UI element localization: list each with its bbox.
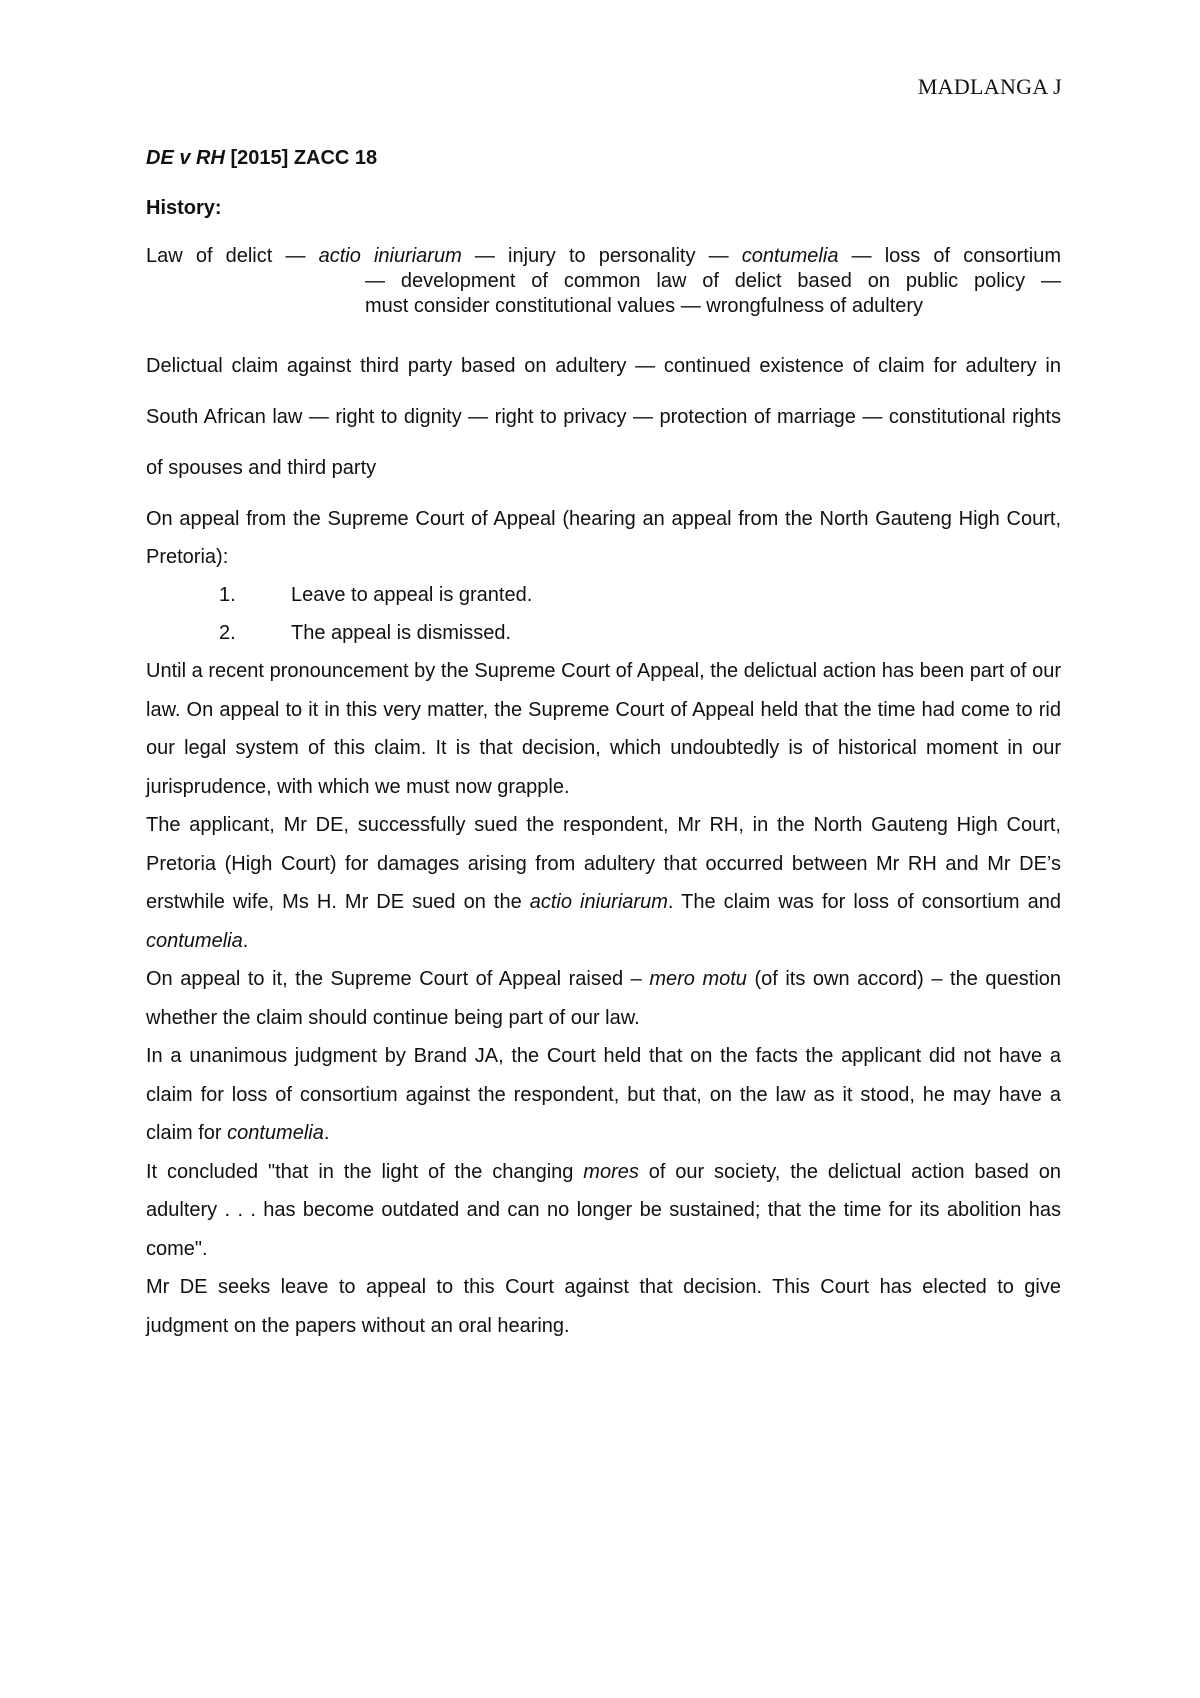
document-body bbox=[146, 143, 1061, 1345]
case-citation bbox=[146, 143, 1061, 173]
paragraph-5 bbox=[146, 1153, 1061, 1269]
judge-header: MADLANGA J bbox=[917, 74, 1062, 99]
para-text: The applicant, Mr DE, successfully sued the respondent, Mr RH, in the North Gauteng High Court, Pretoria (High Court) for damages arising from adultery that occurred between Mr RH and Mr DE’s erstwhile wife, Ms H. Mr DE sued on the bbox=[146, 814, 1061, 913]
para-italic: mores bbox=[583, 1160, 639, 1183]
catchwords-line-1 bbox=[146, 244, 1061, 269]
order-text: Leave to appeal is granted. bbox=[291, 584, 533, 606]
para-text: . The claim was for loss of consortium and bbox=[667, 891, 1061, 913]
catch-text: — loss of consortium bbox=[838, 245, 1062, 267]
order-list bbox=[146, 576, 1061, 652]
order-item bbox=[146, 576, 1061, 614]
para-text: It concluded "that in the light of the changing bbox=[146, 1160, 584, 1183]
para-text: . bbox=[242, 929, 249, 952]
appeal-intro: On appeal from the Supreme Court of Appeal (hearing an appeal from the North Gauteng High Court, Pretoria): bbox=[146, 508, 1061, 568]
paragraph-4 bbox=[146, 1037, 1061, 1153]
paragraph-1: Until a recent pronouncement by the Supreme Court of Appeal, the delictual action has been part of our law. On appeal to it in this very matter, the Supreme Court of Appeal held that the time had come to rid our legal system of this claim. It is that decision, which undoubtedly is of historical moment in our jurisprudence, with which we must now grapple. bbox=[146, 660, 1061, 798]
para-text: On appeal to it, the Supreme Court of Appeal raised – bbox=[146, 968, 650, 990]
order-number: 1. bbox=[219, 584, 236, 606]
history-heading: History: bbox=[146, 197, 222, 219]
catch-text: — injury to personality — bbox=[461, 245, 742, 267]
para-text: In a unanimous judgment by Brand JA, the Court held that on the facts the applicant did not have a claim for loss of consortium against the respondent, but that, on the law as it stood, he may have a claim for bbox=[146, 1045, 1061, 1144]
citation-number: [2015] ZACC 18 bbox=[224, 147, 378, 169]
para-text: (of its own accord) – the question whether the claim should continue being part of our law. bbox=[146, 968, 1062, 1029]
order-number: 2. bbox=[219, 622, 236, 644]
para-text: of our society, the delictual action based on adultery . . . has become outdated and can no longer be sustained; that the time for its abolition has come". bbox=[146, 1160, 1061, 1260]
catch-text: Law of delict — bbox=[146, 245, 319, 267]
order-text: The appeal is dismissed. bbox=[291, 622, 512, 644]
para-italic: mero motu bbox=[649, 968, 747, 990]
para-italic: contumelia bbox=[146, 929, 243, 952]
para-text: . bbox=[323, 1122, 330, 1144]
catchwords-indented bbox=[146, 269, 1061, 319]
catchwords-delict bbox=[146, 244, 1061, 319]
paragraph-6: Mr DE seeks leave to appeal to this Court against that decision. This Court has elected to give judgment on the papers without an oral hearing. bbox=[146, 1276, 1061, 1337]
catchwords-line-3: must consider constitutional values — wrongfulness of adultery bbox=[365, 295, 924, 317]
para-italic: actio iniuriarum bbox=[529, 891, 668, 913]
catchwords-adultery: Delictual claim against third party based on adultery — continued existence of claim for adultery in South African law — right to dignity — right to privacy — protection of marriage — constitutional rights of spouses and third party bbox=[146, 355, 1061, 479]
case-name: DE v RH bbox=[146, 147, 225, 169]
catch-italic: actio iniuriarum bbox=[318, 245, 462, 267]
paragraph-2 bbox=[146, 806, 1061, 960]
catchwords-line-2: — development of common law of delict based on public policy — bbox=[365, 270, 1061, 292]
order-item bbox=[146, 614, 1061, 652]
para-italic: contumelia bbox=[227, 1122, 324, 1144]
paragraph-3 bbox=[146, 960, 1061, 1037]
catch-italic: contumelia bbox=[741, 245, 839, 267]
